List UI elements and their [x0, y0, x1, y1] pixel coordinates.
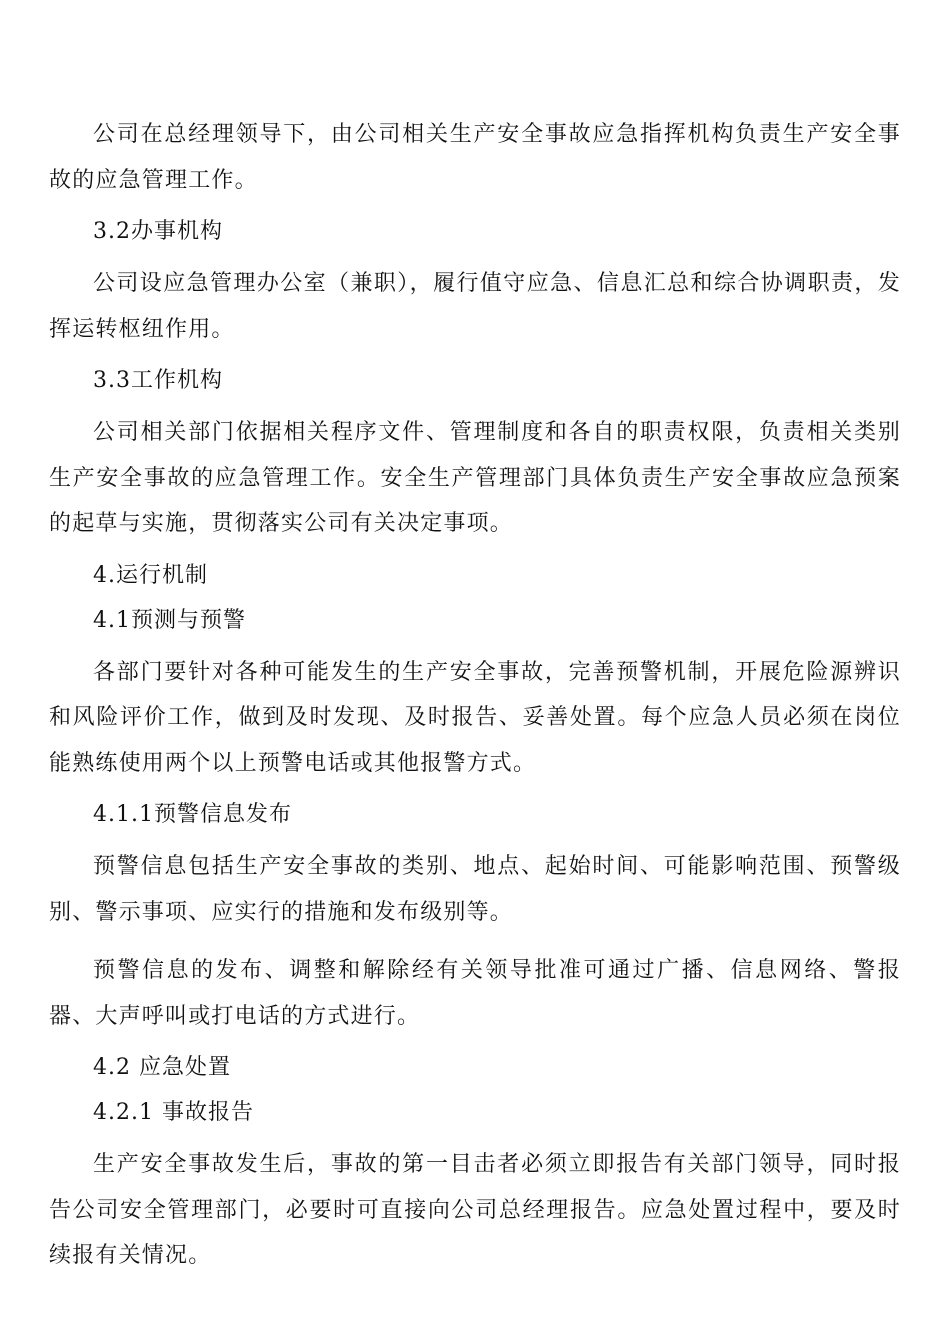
document-body: [49, 112, 901, 1292]
paragraph-warning-release-methods: 预警信息的发布、调整和解除经有关领导批准可通过广播、信息网络、警报器、大声呼叫或打电话的方式进行。: [49, 958, 901, 1029]
paragraph-forecast-warning: 各部门要针对各种可能发生的生产安全事故，完善预警机制，开展危险源辨识和风险评价工作，做到及时发现、及时报告、妥善处置。每个应急人员必须在岗位能熟练使用两个以上预警电话或其他报警方式。: [49, 659, 901, 776]
heading-4-2-1-incident-report: 4.2.1 事故报告: [93, 1100, 254, 1125]
heading-4-2-emergency-response: 4.2 应急处置: [93, 1055, 231, 1080]
heading-4-1-forecast-warning: 4.1预测与预警: [93, 607, 246, 633]
paragraph-emergency-leadership: 公司在总经理领导下，由公司相关生产安全事故应急指挥机构负责生产安全事故的应急管理工作。: [49, 122, 901, 193]
heading-4-1-1-warning-release: 4.1.1预警信息发布: [93, 802, 292, 827]
paragraph-incident-report: 生产安全事故发生后，事故的第一目击者必须立即报告有关部门领导，同时报告公司安全管理部门，必要时可直接向公司总经理报告。应急处置过程中，要及时续报有关情况。: [49, 1152, 901, 1268]
heading-3-3-working-body: 3.3工作机构: [93, 368, 223, 393]
heading-4-operation-mechanism: 4.运行机制: [93, 562, 208, 588]
paragraph-emergency-office: 公司设应急管理办公室（兼职），履行值守应急、信息汇总和综合协调职责，发挥运转枢纽作用。: [49, 271, 901, 342]
heading-3-2-office: 3.2办事机构: [93, 219, 223, 244]
paragraph-warning-content: 预警信息包括生产安全事故的类别、地点、起始时间、可能影响范围、预警级别、警示事项、应实行的措施和发布级别等。: [49, 854, 901, 925]
paragraph-working-body: 公司相关部门依据相关程序文件、管理制度和各自的职责权限，负责相关类别生产安全事故的应急管理工作。安全生产管理部门具体负责生产安全事故应急预案的起草与实施，贯彻落实公司有关决定事项。: [49, 420, 901, 536]
